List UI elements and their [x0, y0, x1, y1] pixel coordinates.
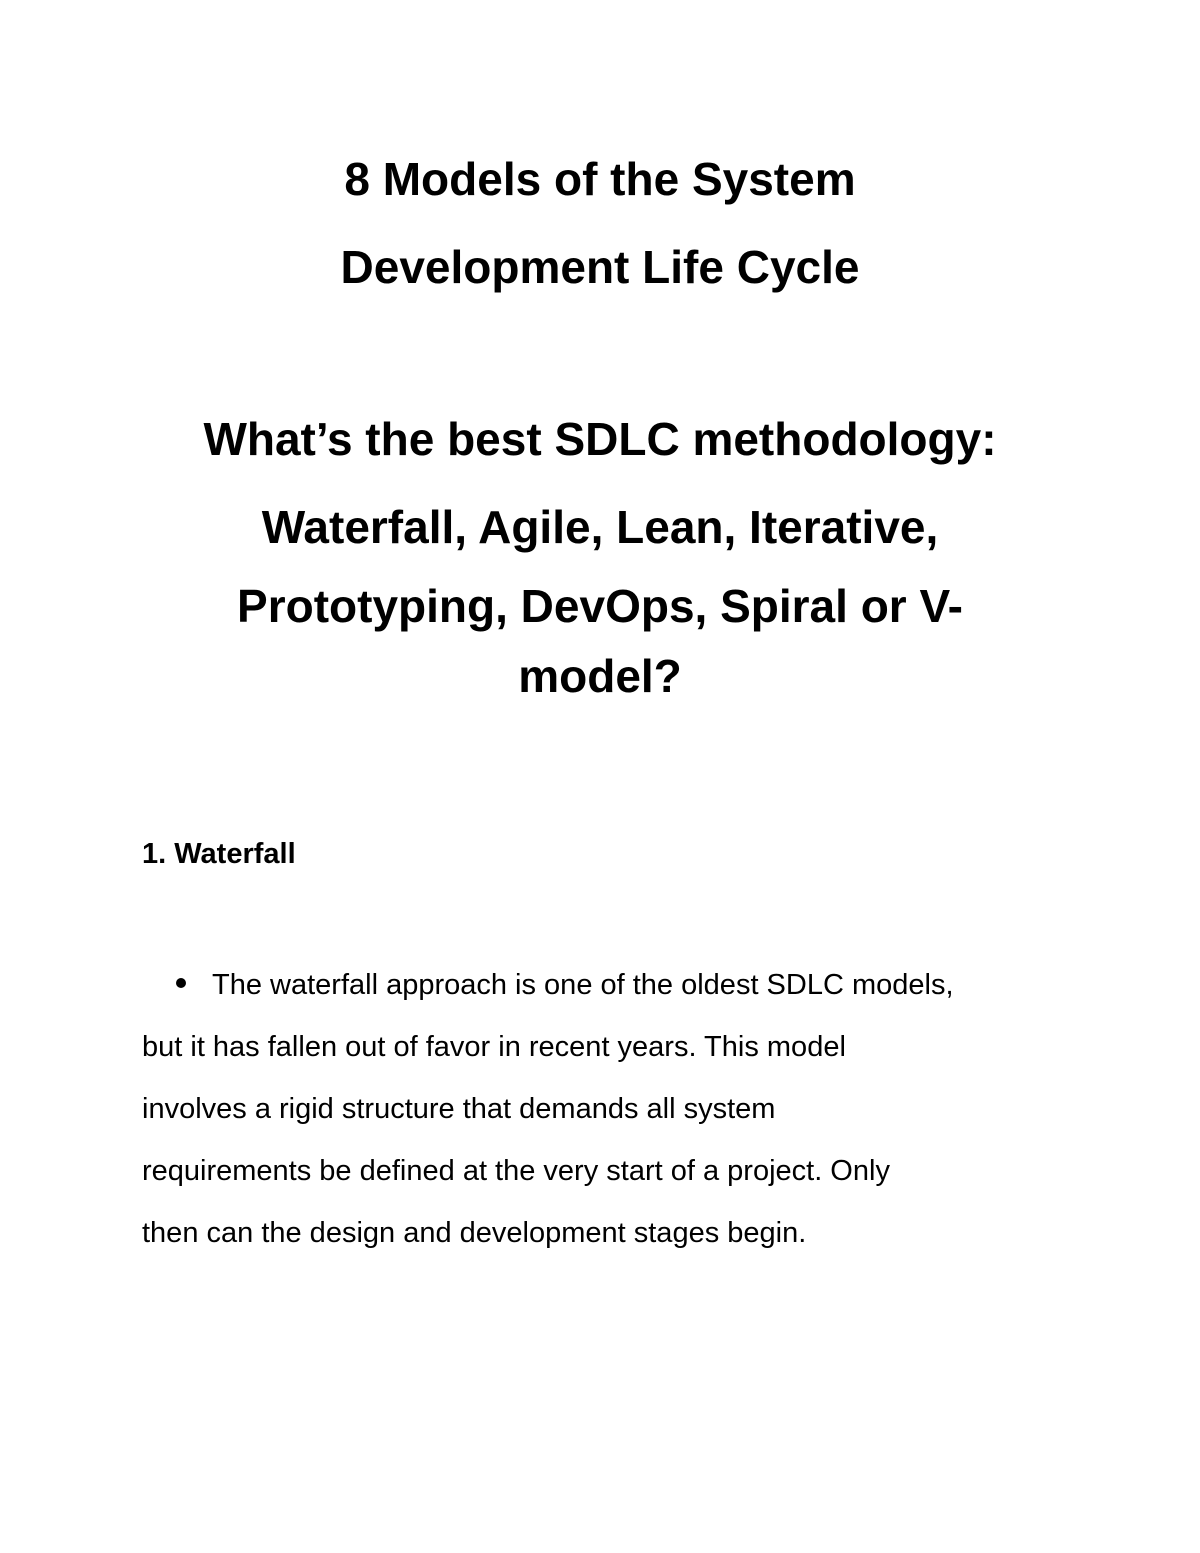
- title-line: 8 Models of the System: [344, 153, 856, 205]
- paragraph-line: [142, 954, 1042, 1016]
- subtitle-line: Waterfall, Agile, Lean, Iterative,: [261, 501, 939, 553]
- section-heading: 1. Waterfall: [142, 838, 296, 870]
- subtitle-line: model?: [518, 650, 682, 702]
- paragraph-line: requirements be defined at the very start of a project. Only: [142, 1155, 890, 1187]
- section-paragraph: [142, 954, 1042, 1264]
- title-line: Development Life Cycle: [340, 241, 860, 293]
- subtitle-line: Prototyping, DevOps, Spiral or V-: [237, 580, 963, 632]
- bullet-icon: [176, 978, 186, 988]
- paragraph-line: then can the design and development stages begin.: [142, 1217, 807, 1249]
- paragraph-line: involves a rigid structure that demands all system: [142, 1093, 776, 1125]
- paragraph-line-text: The waterfall approach is one of the oldest SDLC models,: [212, 969, 954, 1001]
- document-subtitle: [0, 395, 1200, 711]
- document-title: [0, 135, 1200, 311]
- subtitle-line: What’s the best SDLC methodology:: [203, 413, 997, 465]
- paragraph-line: but it has fallen out of favor in recent years. This model: [142, 1031, 846, 1063]
